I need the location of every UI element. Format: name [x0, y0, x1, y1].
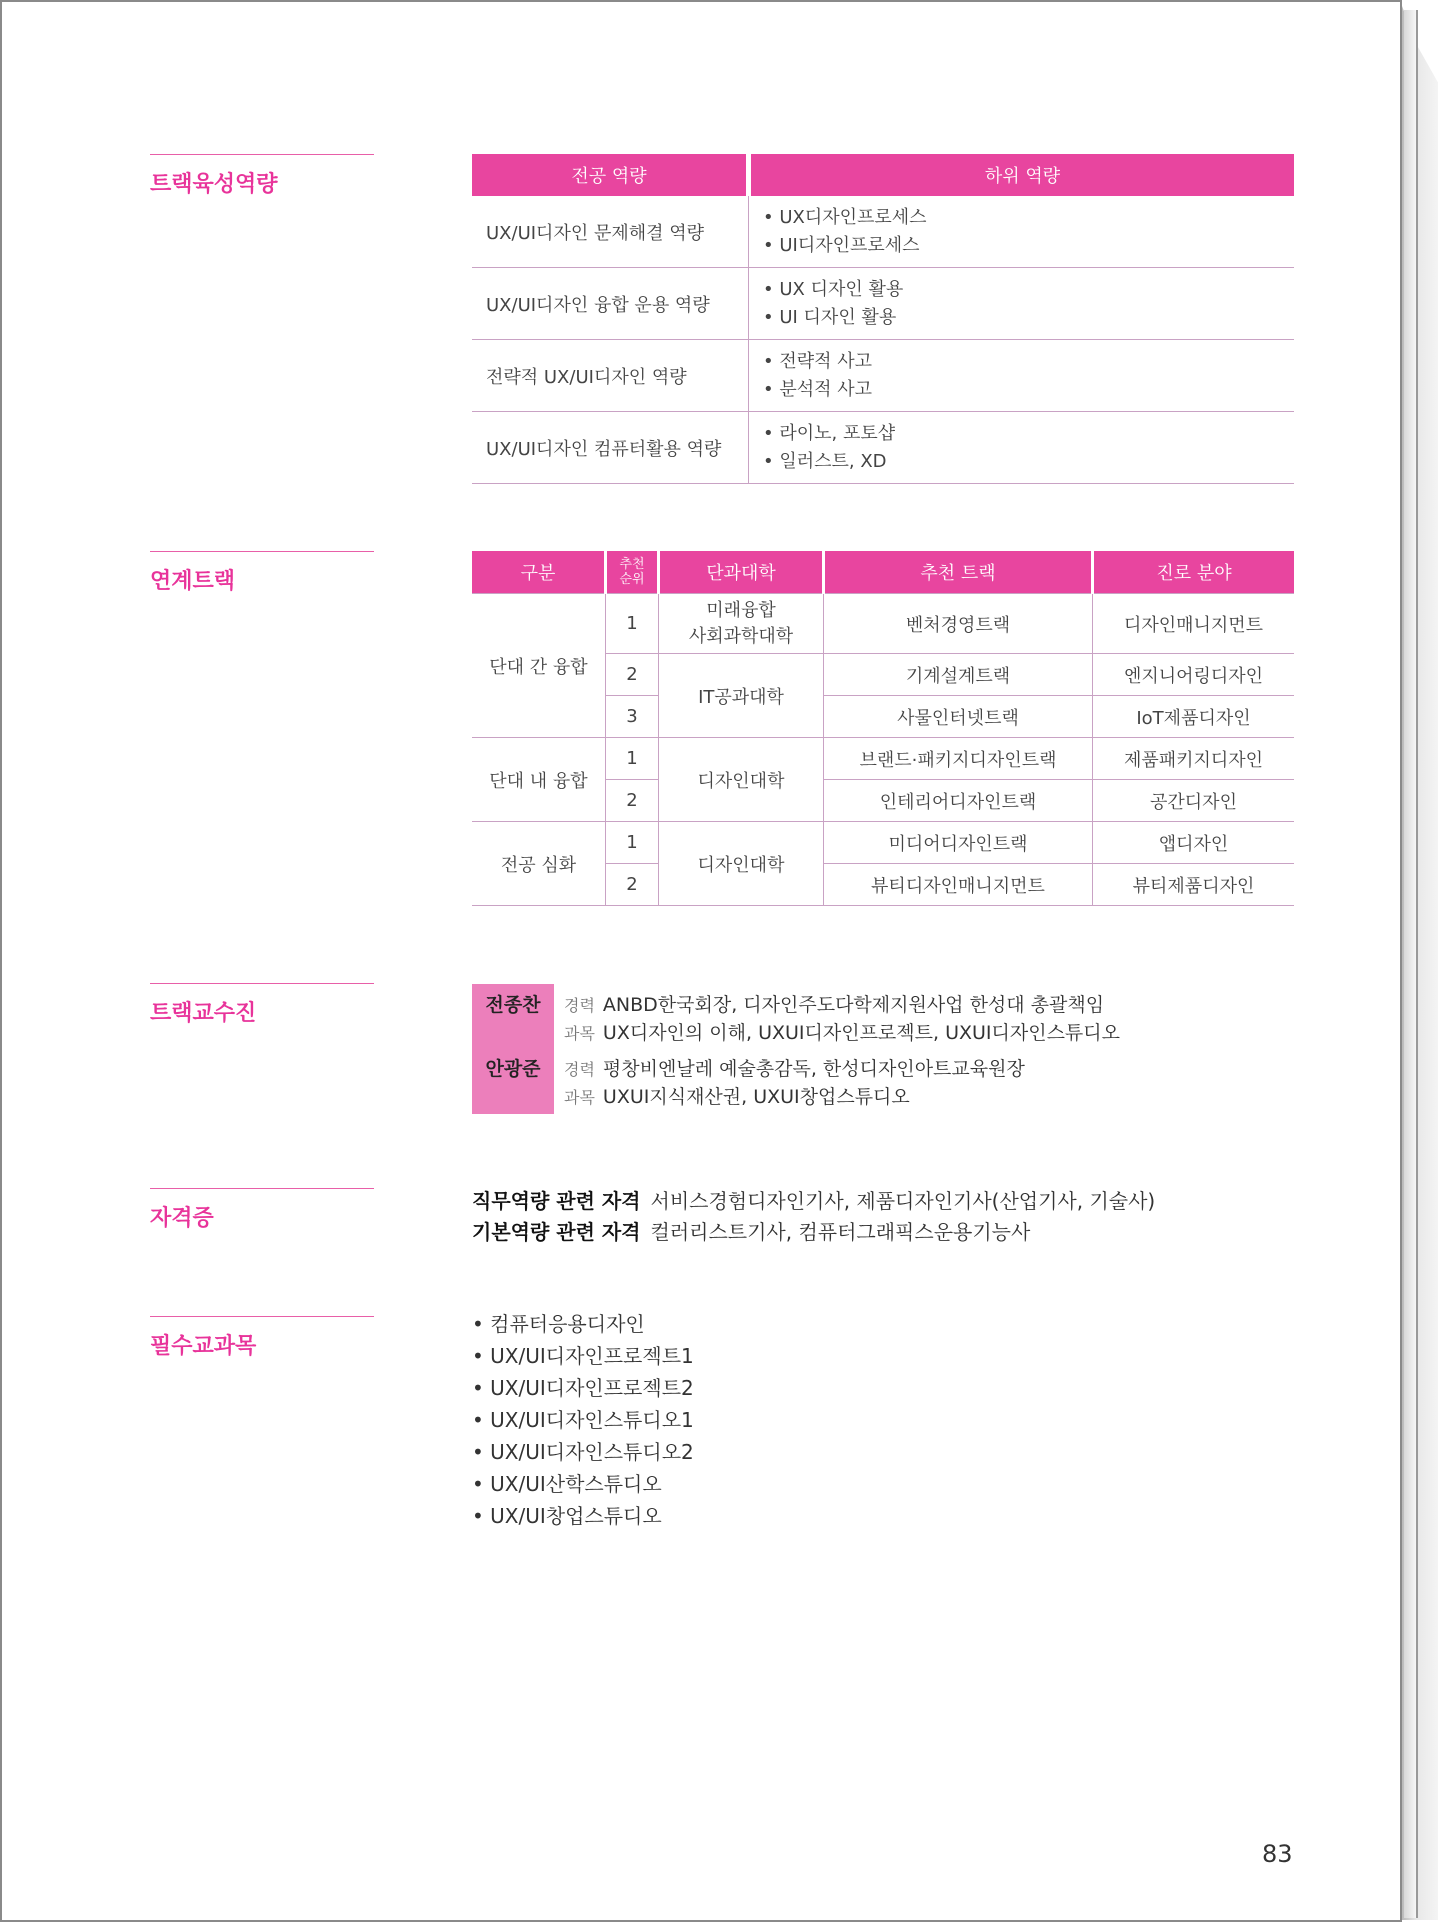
major-competency-cell: UX/UI디자인 융합 운용 역량 [472, 268, 749, 340]
career-cell: 제품패키지디자인 [1093, 738, 1295, 780]
sub-competency-cell [749, 196, 1295, 268]
header-major-competency: 전공 역량 [472, 154, 749, 196]
college-cell: IT공과대학 [659, 654, 824, 738]
career-cell: 공간디자인 [1093, 780, 1295, 822]
section-title-certificates: 자격증 [150, 1188, 374, 1232]
professor-name: 안광준 [485, 1058, 541, 1080]
sub-competency-item: • UI 디자인 활용 [763, 306, 897, 328]
track-cell: 인테리어디자인트랙 [824, 780, 1093, 822]
certificate-label: 기본역량 관련 자격 [472, 1220, 641, 1244]
required-course-list [472, 1308, 694, 1532]
certificate-value: 컬러리스트기사, 컴퓨터그래픽스운용기능사 [650, 1220, 1031, 1244]
sub-competency-item: • 일러스트, XD [763, 450, 887, 472]
competency-table [472, 154, 1294, 484]
college-cell: 디자인대학 [659, 738, 824, 822]
sub-competency-item: • UI디자인프로세스 [763, 234, 920, 256]
professor-courses [564, 1082, 910, 1109]
certificate-value: 서비스경험디자인기사, 제품디자인기사(산업기사, 기술사) [650, 1189, 1156, 1213]
table-row [472, 412, 1294, 484]
college-cell [659, 594, 824, 654]
table-row [472, 594, 1294, 654]
linked-tracks-table [472, 551, 1294, 906]
career-cell: IoT제품디자인 [1093, 696, 1295, 738]
header-recommended-track: 추천 트랙 [824, 551, 1093, 594]
track-cell: 브랜드·패키지디자인트랙 [824, 738, 1093, 780]
professor-courses [564, 1018, 1120, 1045]
major-competency-cell: UX/UI디자인 컴퓨터활용 역량 [472, 412, 749, 484]
page-edge [1404, 10, 1418, 1918]
header-rank-line2: 순위 [619, 572, 645, 587]
sub-competency-cell [749, 340, 1295, 412]
track-cell: 벤처경영트랙 [824, 594, 1093, 654]
header-college: 단과대학 [659, 551, 824, 594]
rank-cell: 3 [606, 696, 659, 738]
career-text: ANBD한국회장, 디자인주도다학제지원사업 한성대 총괄책임 [602, 994, 1105, 1016]
table-row [472, 268, 1294, 340]
track-cell: 미디어디자인트랙 [824, 822, 1093, 864]
professor-career [564, 1054, 1025, 1081]
certificate-line [472, 1185, 1155, 1214]
list-item: • UX/UI산학스튜디오 [472, 1468, 694, 1500]
track-cell: 사물인터넷트랙 [824, 696, 1093, 738]
track-cell: 뷰티디자인매니지먼트 [824, 864, 1093, 906]
career-tag: 경력 [564, 1060, 595, 1079]
table-row [472, 738, 1294, 780]
sub-competency-item: • 라이노, 포토샵 [763, 422, 896, 444]
table-row [472, 822, 1294, 864]
section-title-competency: 트랙육성역량 [150, 154, 374, 198]
rank-cell: 1 [606, 738, 659, 780]
list-item: • 컴퓨터응용디자인 [472, 1308, 694, 1340]
group-name-cell: 단대 간 융합 [472, 594, 606, 738]
career-cell: 뷰티제품디자인 [1093, 864, 1295, 906]
professor-name: 전종찬 [485, 994, 541, 1016]
list-item: • UX/UI디자인스튜디오2 [472, 1436, 694, 1468]
sub-competency-cell [749, 412, 1295, 484]
college-line: 미래융합 [706, 599, 776, 621]
career-text: 평창비엔날레 예술총감독, 한성디자인아트교육원장 [602, 1058, 1025, 1080]
career-cell: 앱디자인 [1093, 822, 1295, 864]
rank-cell: 2 [606, 780, 659, 822]
course-tag: 과목 [564, 1024, 595, 1043]
section-title-faculty: 트랙교수진 [150, 983, 374, 1027]
list-item: • UX/UI디자인스튜디오1 [472, 1404, 694, 1436]
career-cell: 디자인매니지먼트 [1093, 594, 1295, 654]
list-item: • UX/UI창업스튜디오 [472, 1500, 694, 1532]
career-cell: 엔지니어링디자인 [1093, 654, 1295, 696]
page-number: 83 [1262, 1840, 1293, 1868]
section-title-required-courses: 필수교과목 [150, 1316, 374, 1360]
section-title-linked-tracks: 연계트랙 [150, 551, 374, 595]
header-career-field: 진로 분야 [1093, 551, 1295, 594]
rank-cell: 2 [606, 654, 659, 696]
header-rank-line1: 추천 [619, 557, 645, 572]
sub-competency-item: • 전략적 사고 [763, 350, 873, 372]
course-tag: 과목 [564, 1088, 595, 1107]
header-category: 구분 [472, 551, 606, 594]
group-name-cell: 전공 심화 [472, 822, 606, 906]
professor-career [564, 990, 1104, 1017]
certificate-line [472, 1216, 1030, 1245]
sub-competency-item: • UX 디자인 활용 [763, 278, 904, 300]
sub-competency-item: • 분석적 사고 [763, 378, 873, 400]
header-rank [606, 551, 659, 594]
college-cell: 디자인대학 [659, 822, 824, 906]
college-line: 사회과학대학 [688, 625, 794, 647]
rank-cell: 2 [606, 864, 659, 906]
rank-cell: 1 [606, 822, 659, 864]
rank-cell: 1 [606, 594, 659, 654]
header-sub-competency: 하위 역량 [749, 154, 1295, 196]
list-item: • UX/UI디자인프로젝트2 [472, 1372, 694, 1404]
major-competency-cell: 전략적 UX/UI디자인 역량 [472, 340, 749, 412]
career-tag: 경력 [564, 996, 595, 1015]
table-row [472, 340, 1294, 412]
certificate-label: 직무역량 관련 자격 [472, 1189, 641, 1213]
table-row [472, 196, 1294, 268]
course-text: UX디자인의 이해, UXUI디자인프로젝트, UXUI디자인스튜디오 [602, 1022, 1120, 1044]
sub-competency-item: • UX디자인프로세스 [763, 206, 927, 228]
major-competency-cell: UX/UI디자인 문제해결 역량 [472, 196, 749, 268]
group-name-cell: 단대 내 융합 [472, 738, 606, 822]
list-item: • UX/UI디자인프로젝트1 [472, 1340, 694, 1372]
course-text: UXUI지식재산권, UXUI창업스튜디오 [602, 1086, 910, 1108]
track-cell: 기계설계트랙 [824, 654, 1093, 696]
sub-competency-cell [749, 268, 1295, 340]
